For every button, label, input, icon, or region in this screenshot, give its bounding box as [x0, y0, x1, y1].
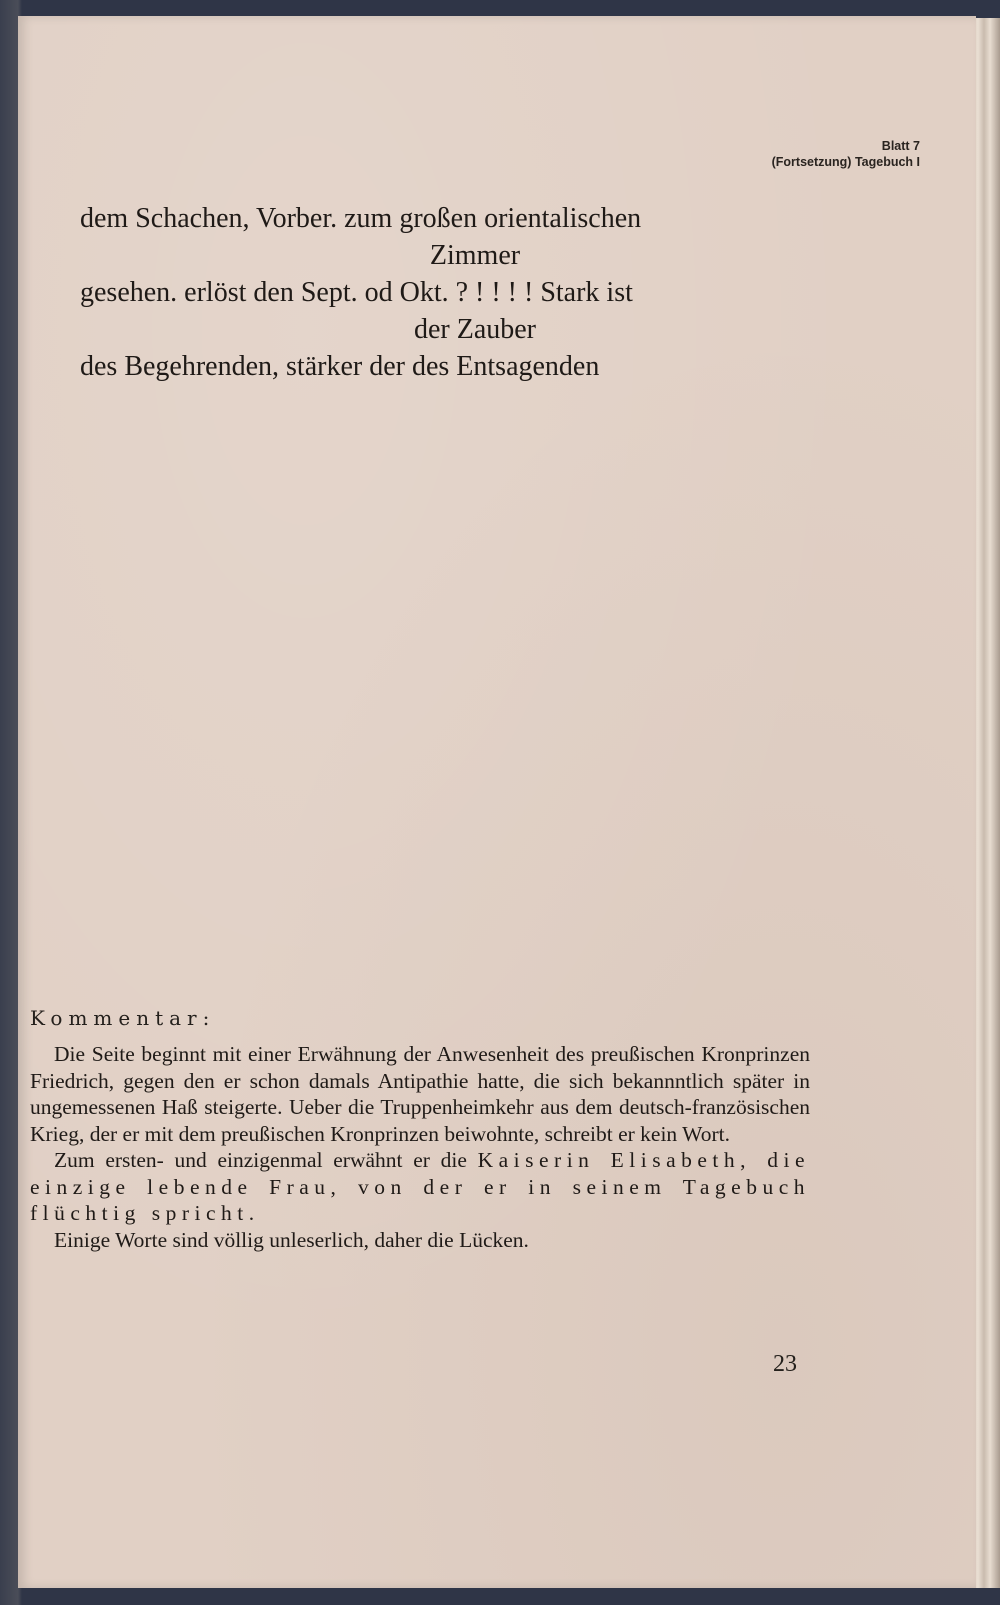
page-number: 23: [773, 1351, 797, 1377]
diary-line: des Begehrenden, stärker der des Entsagenden: [80, 351, 600, 382]
diary-transcription: [80, 200, 780, 385]
diary-line: Zimmer: [429, 240, 521, 271]
commentary-body: [30, 1041, 810, 1253]
emphasized-text: Kaiserin Elisabeth, die einzige lebende Frau, von der er in seinem Tagebuch flüchtig spricht.: [30, 1148, 810, 1225]
diary-line: gesehen. erlöst den Sept. od Okt. ? ! ! ! ! Stark ist: [80, 277, 633, 308]
page-header: [772, 138, 920, 170]
commentary-title: Kommentar:: [30, 1006, 216, 1030]
commentary-text: Zum ersten- und einzigenmal erwähnt er die: [54, 1148, 478, 1172]
diary-line: dem Schachen, Vorber. zum großen orientalischen: [80, 203, 642, 234]
commentary-paragraph: Einige Worte sind völlig unleserlich, daher die Lücken.: [54, 1227, 529, 1252]
book-page: [18, 16, 976, 1588]
commentary-paragraph: Die Seite beginnt mit einer Erwähnung der Anwesenheit des preußischen Kronprinzen Friedrich, gegen den er schon damals Antipathie hatte, die sich bekannntlich später in ungemessenen Haß steigerte. Ueber die Truppenheimkehr aus dem deutsch-französischen Krieg, der er mit dem preußischen Kronprinzen beiwohnte, schreibt er kein Wort.: [30, 1042, 810, 1146]
sheet-label: Blatt 7: [881, 139, 920, 153]
diary-line: der Zauber: [413, 314, 537, 345]
page-edges: [972, 18, 1000, 1588]
continuation-label: (Fortsetzung) Tagebuch I: [771, 155, 920, 169]
commentary-paragraph: [30, 1147, 810, 1227]
